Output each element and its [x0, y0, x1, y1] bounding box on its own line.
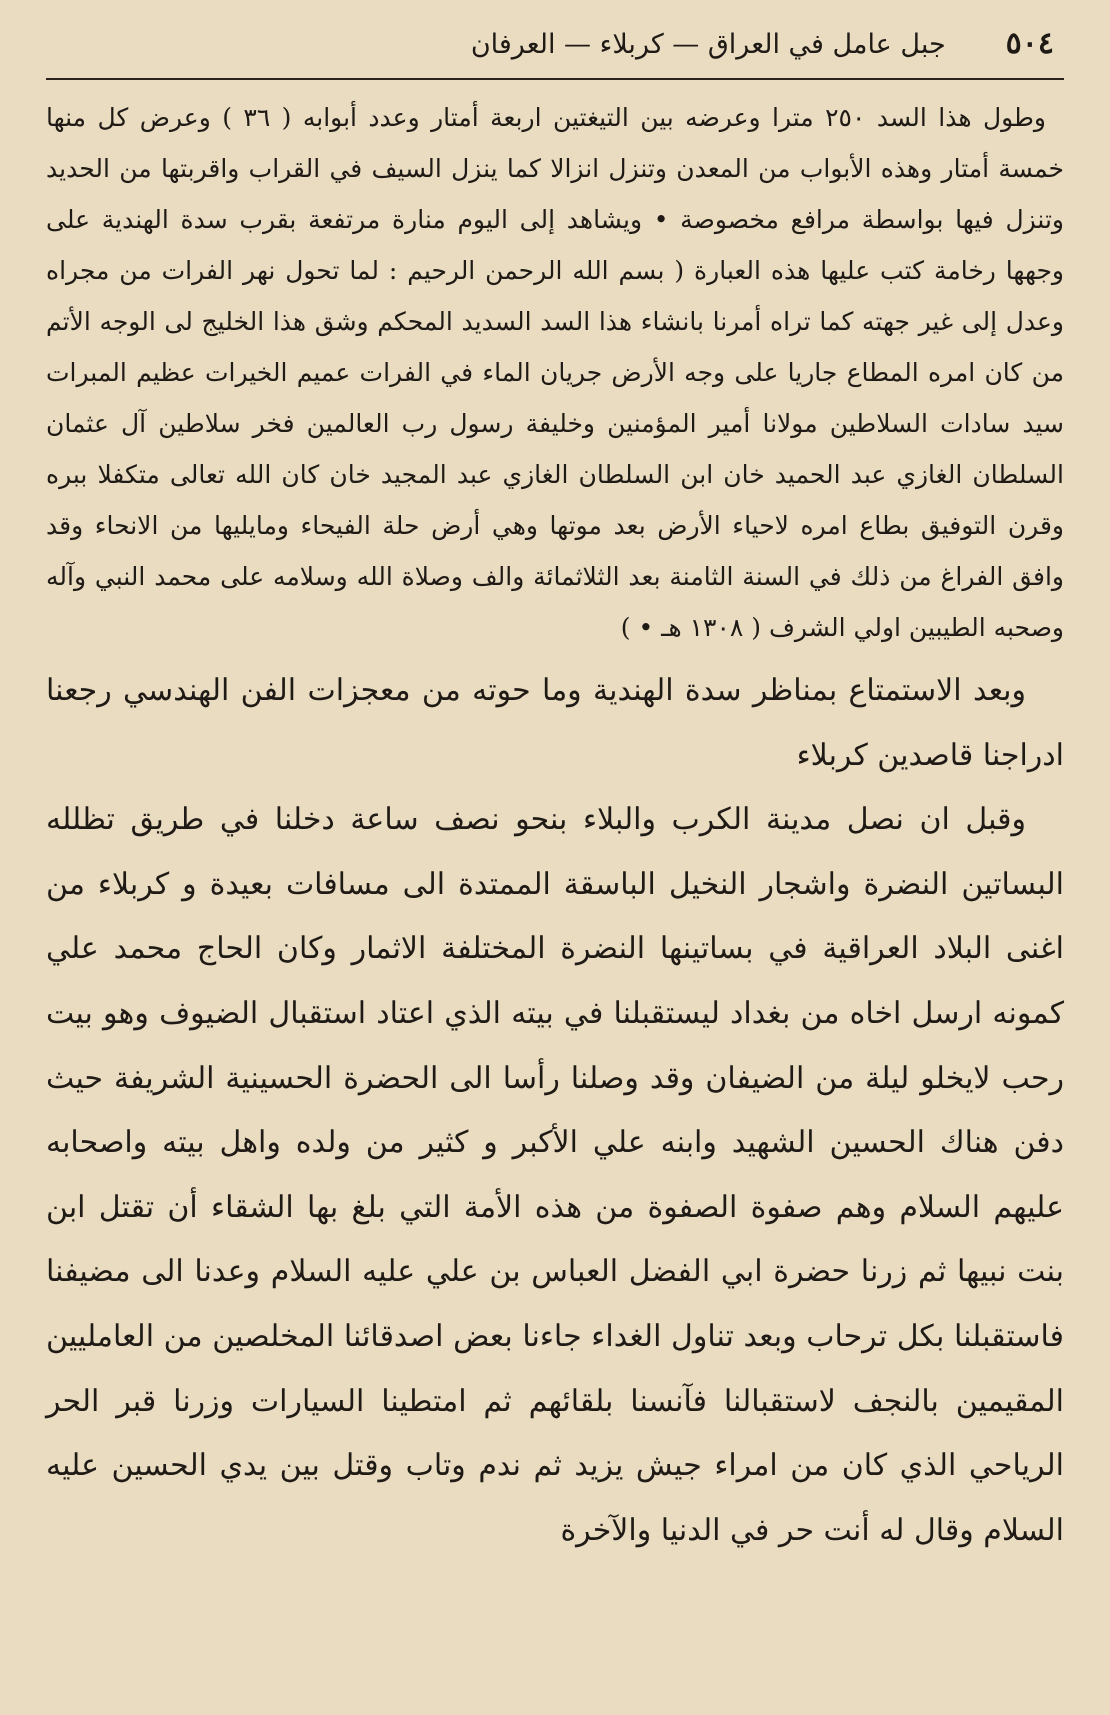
page-number: ٥٠٤: [1005, 26, 1054, 61]
inscription-paragraph-block: [46, 92, 1064, 653]
inscription-paragraph: وطول هذا السد ٢٥٠ مترا وعرضه بين التيغتين اربعة أمتار وعدد أبوابه ( ٣٦ ) وعرض كل منها خمسة أمتار وهذه الأبواب من المعدن وتنزل انزالا كما ينزل السيف في القراب واقربتها من الحديد وتنزل فيها بواسطة مرافع مخصوصة • ويشاهد إلى اليوم منارة مرتفعة بقرب سدة الهندية على وجهها رخامة كتب عليها هذه العبارة ( بسم الله الرحمن الرحيم : لما تحول نهر الفرات من مجراه وعدل إلى غير جهته كما تراه أمرنا بانشاء هذا السد السديد المحكم وشق هذا الخليج لى الوجه الأتم من كان امره المطاع جاريا على وجه الأرض جريان الماء في الفرات عميم الخيرات عظيم المبرات سيد سادات السلاطين مولانا أمير المؤمنين وخليفة رسول رب العالمين فخر سلاطين آل عثمان السلطان الغازي عبد الحميد خان ابن السلطان الغازي عبد المجيد خان كان الله تعالى متكفلا ببره وقرن التوفيق بطاع امره لاحياء الأرض بعد موتها وهي أرض حلة الفيحاء ومايليها من الانحاء وقد وافق الفراغ من ذلك في السنة الثامنة بعد الثلاثمائة والف وصلاة الله وسلامه على محمد النبي وآله وصحبه الطيبين اولي الشرف ( ١٣٠٨ هـ • ): [46, 103, 1064, 642]
paragraph-karbala: وقبل ان نصل مدينة الكرب والبلاء بنحو نصف ساعة دخلنا في طريق تظلله البساتين النضرة واشجار النخيل الباسقة الممتدة الى مسافات بعيدة و كربلاء من اغنى البلاد العراقية في بساتينها النضرة المختلفة الاثمار وكان الحاج محمد علي كمونه ارسل اخاه من بغداد ليستقبلنا في بيته الذي اعتاد استقبال الضيوف وهو بيت رحب لايخلو ليلة من الضيفان وقد وصلنا رأسا الى الحضرة الحسينية الشريفة حيث دفن هناك الحسين الشهيد وابنه علي الأكبر و كثير من ولده واهل بيته واصحابه عليهم السلام وهم صفوة الصفوة من هذه الأمة التي بلغ بها الشقاء أن تقتل ابن بنت نبيها ثم زرنا حضرة ابي الفضل العباس بن علي عليه السلام وعدنا الى مضيفنا فاستقبلنا بكل ترحاب وبعد تناول الغداء جاءنا بعض اصدقائنا المخلصين من العامليين المقيمين بالنجف لاستقبالنا فآنسنا بلقائهم ثم امتطينا السيارات وزرنا قبر الحر الرياحي الذي كان من امراء جيش يزيد ثم ندم وتاب وقتل بين يدي الحسين عليه السلام وقال له أنت حر في الدنيا والآخرة: [46, 802, 1064, 1548]
running-title: جبل عامل في العراق — كربلاء — العرفان: [470, 29, 946, 60]
body-text: [46, 659, 1064, 1563]
running-header: [46, 26, 1064, 80]
paragraph-return: وبعد الاستمتاع بمناظر سدة الهندية وما حوته من معجزات الفن الهندسي رجعنا ادراجنا قاصدين كربلاء: [46, 673, 1064, 773]
